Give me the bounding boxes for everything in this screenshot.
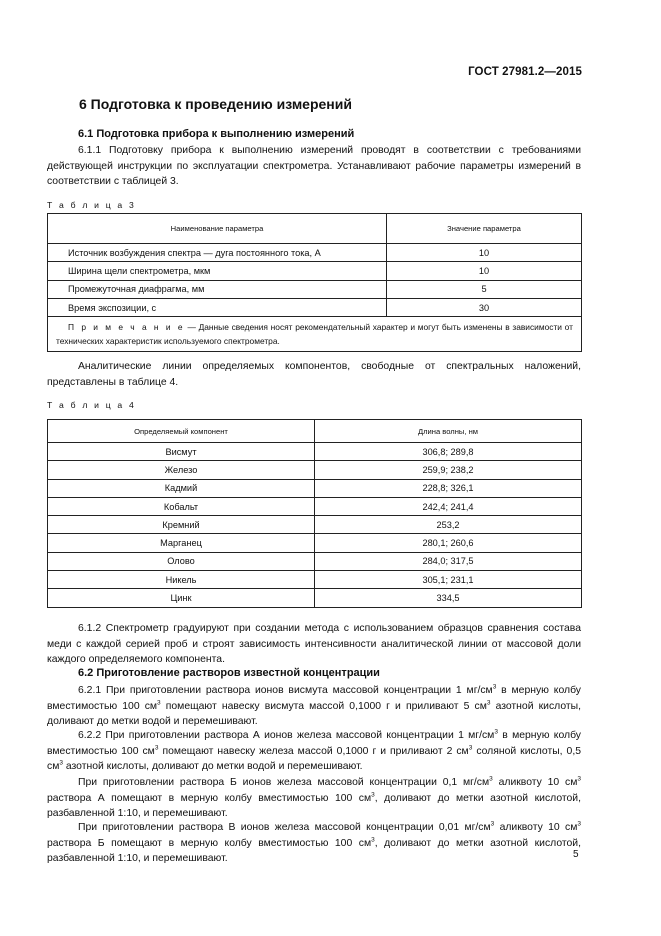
table-cell: 228,8; 326,1 [315, 479, 582, 497]
table-cell: Висмут [48, 443, 315, 461]
table-cell: Никель [48, 571, 315, 589]
table-3-caption: Т а б л и ц а 3 [47, 200, 136, 210]
table-row [48, 571, 582, 589]
table-row [48, 262, 582, 280]
table-row [48, 516, 582, 534]
table-header-row [48, 420, 582, 443]
table-cell: 284,0; 317,5 [315, 552, 582, 570]
table-row [48, 479, 582, 497]
table-cell: 10 [387, 244, 582, 262]
subsection-6-1-title: 6.1 Подготовка прибора к выполнению измерений [78, 128, 355, 140]
table-cell: 305,1; 231,1 [315, 571, 582, 589]
table-cell: Время экспозиции, с [48, 298, 387, 316]
table-cell: Кадмий [48, 479, 315, 497]
table-header-cell: Наименование параметра [48, 214, 387, 244]
table-row [48, 461, 582, 479]
table-cell: Марганец [48, 534, 315, 552]
page-number: 5 [573, 849, 579, 860]
table-header-row [48, 214, 582, 244]
table-row [48, 280, 582, 298]
table-4 [47, 419, 582, 608]
table-row [48, 589, 582, 607]
table-cell: 334,5 [315, 589, 582, 607]
note-label: П р и м е ч а н и е [68, 322, 185, 333]
table-cell: Источник возбуждения спектра — дуга постоянного тока, А [48, 244, 387, 262]
table-4-caption: Т а б л и ц а 4 [47, 400, 136, 410]
table-cell: 10 [387, 262, 582, 280]
paragraph-6-1-2: 6.1.2 Спектрометр градуируют при создании метода с использованием образцов сравнения состава меди с каждой серией проб и строят зависимость интенсивности аналитической линии от массовой доли каждого определяемого компонента. [47, 623, 581, 666]
table-cell: Кремний [48, 516, 315, 534]
table-cell: 242,4; 241,4 [315, 497, 582, 515]
table-header-cell: Значение параметра [387, 214, 582, 244]
table-note-row [48, 317, 582, 352]
paragraph-6-1-1: 6.1.1 Подготовку прибора к выполнению измерений проводят в соответствии с требованиями действующей инструкции по эксплуатации спектрометра. Устанавливают рабочие параметры измерений в соответствии с таблицей 3. [47, 145, 581, 188]
table-header-cell: Длина волны, нм [315, 420, 582, 443]
paragraph-6-2-1: 6.2.1 При приготовлении раствора ионов висмута массовой концентрации 1 $мг/см^3$ в мерную колбу вместимостью 100 $см^3$ помещают навеску висмута массой 0,1000 г и приливают 5 $см^3$ азотной кислоты, доливают до метки водой и перемешивают. [47, 683, 581, 728]
table-row [48, 552, 582, 570]
table-note [48, 317, 582, 352]
table-cell: Ширина щели спектрометра, мкм [48, 262, 387, 280]
note-text: — Данные сведения носят рекомендательный характер и могут быть изменены в зависимости от технических характеристик используемого спектрометра. [56, 322, 573, 347]
section-title: 6 Подготовка к проведению измерений [79, 96, 352, 112]
table-cell: 280,1; 260,6 [315, 534, 582, 552]
table-cell: Железо [48, 461, 315, 479]
table-row [48, 244, 582, 262]
paragraph-solution-v: При приготовлении раствора В ионов железа массовой концентрации 0,01 $мг/см^3$ аликвоту 10 $см^3$ раствора Б помещают в мерную колбу вместимостью 100 $см^3$, доливают до метки азотной кислотой, разбавленной 1:10, и перемешивают. [47, 820, 581, 865]
table-cell: 259,9; 238,2 [315, 461, 582, 479]
paragraph-6-2-2: 6.2.2 При приготовлении раствора А ионов железа массовой концентрации 1 $мг/см^3$ в мерную колбу вместимостью 100 $см^3$ помещают навеску железа массой 0,1000 г и приливают 2 $см^3$ соляной кислоты, 0,5 $см^3$ азотной кислоты, доливают до метки водой и перемешивают. [47, 728, 581, 773]
table-cell: 5 [387, 280, 582, 298]
table-header-cell: Определяемый компонент [48, 420, 315, 443]
table-3 [47, 213, 582, 352]
table-cell: Промежуточная диафрагма, мм [48, 280, 387, 298]
table-cell: Цинк [48, 589, 315, 607]
table-cell: 253,2 [315, 516, 582, 534]
paragraph-analytical-lines: Аналитические линии определяемых компонентов, свободные от спектральных наложений, представлены в таблице 4. [47, 361, 581, 388]
table-cell: Кобальт [48, 497, 315, 515]
table-cell: 30 [387, 298, 582, 316]
table-cell: Олово [48, 552, 315, 570]
standard-header: ГОСТ 27981.2—2015 [468, 66, 582, 78]
paragraph-solution-b: При приготовлении раствора Б ионов железа массовой концентрации 0,1 $мг/см^3$ аликвоту 10 $см^3$ раствора А помещают в мерную колбу вместимостью 100 $см^3$, доливают до метки азотной кислотой, разбавленной 1:10, и перемешивают. [47, 775, 581, 820]
table-row [48, 534, 582, 552]
table-row [48, 298, 582, 316]
subsection-6-2-title: 6.2 Приготовление растворов известной концентрации [78, 667, 380, 679]
table-row [48, 497, 582, 515]
table-row [48, 443, 582, 461]
table-cell: 306,8; 289,8 [315, 443, 582, 461]
